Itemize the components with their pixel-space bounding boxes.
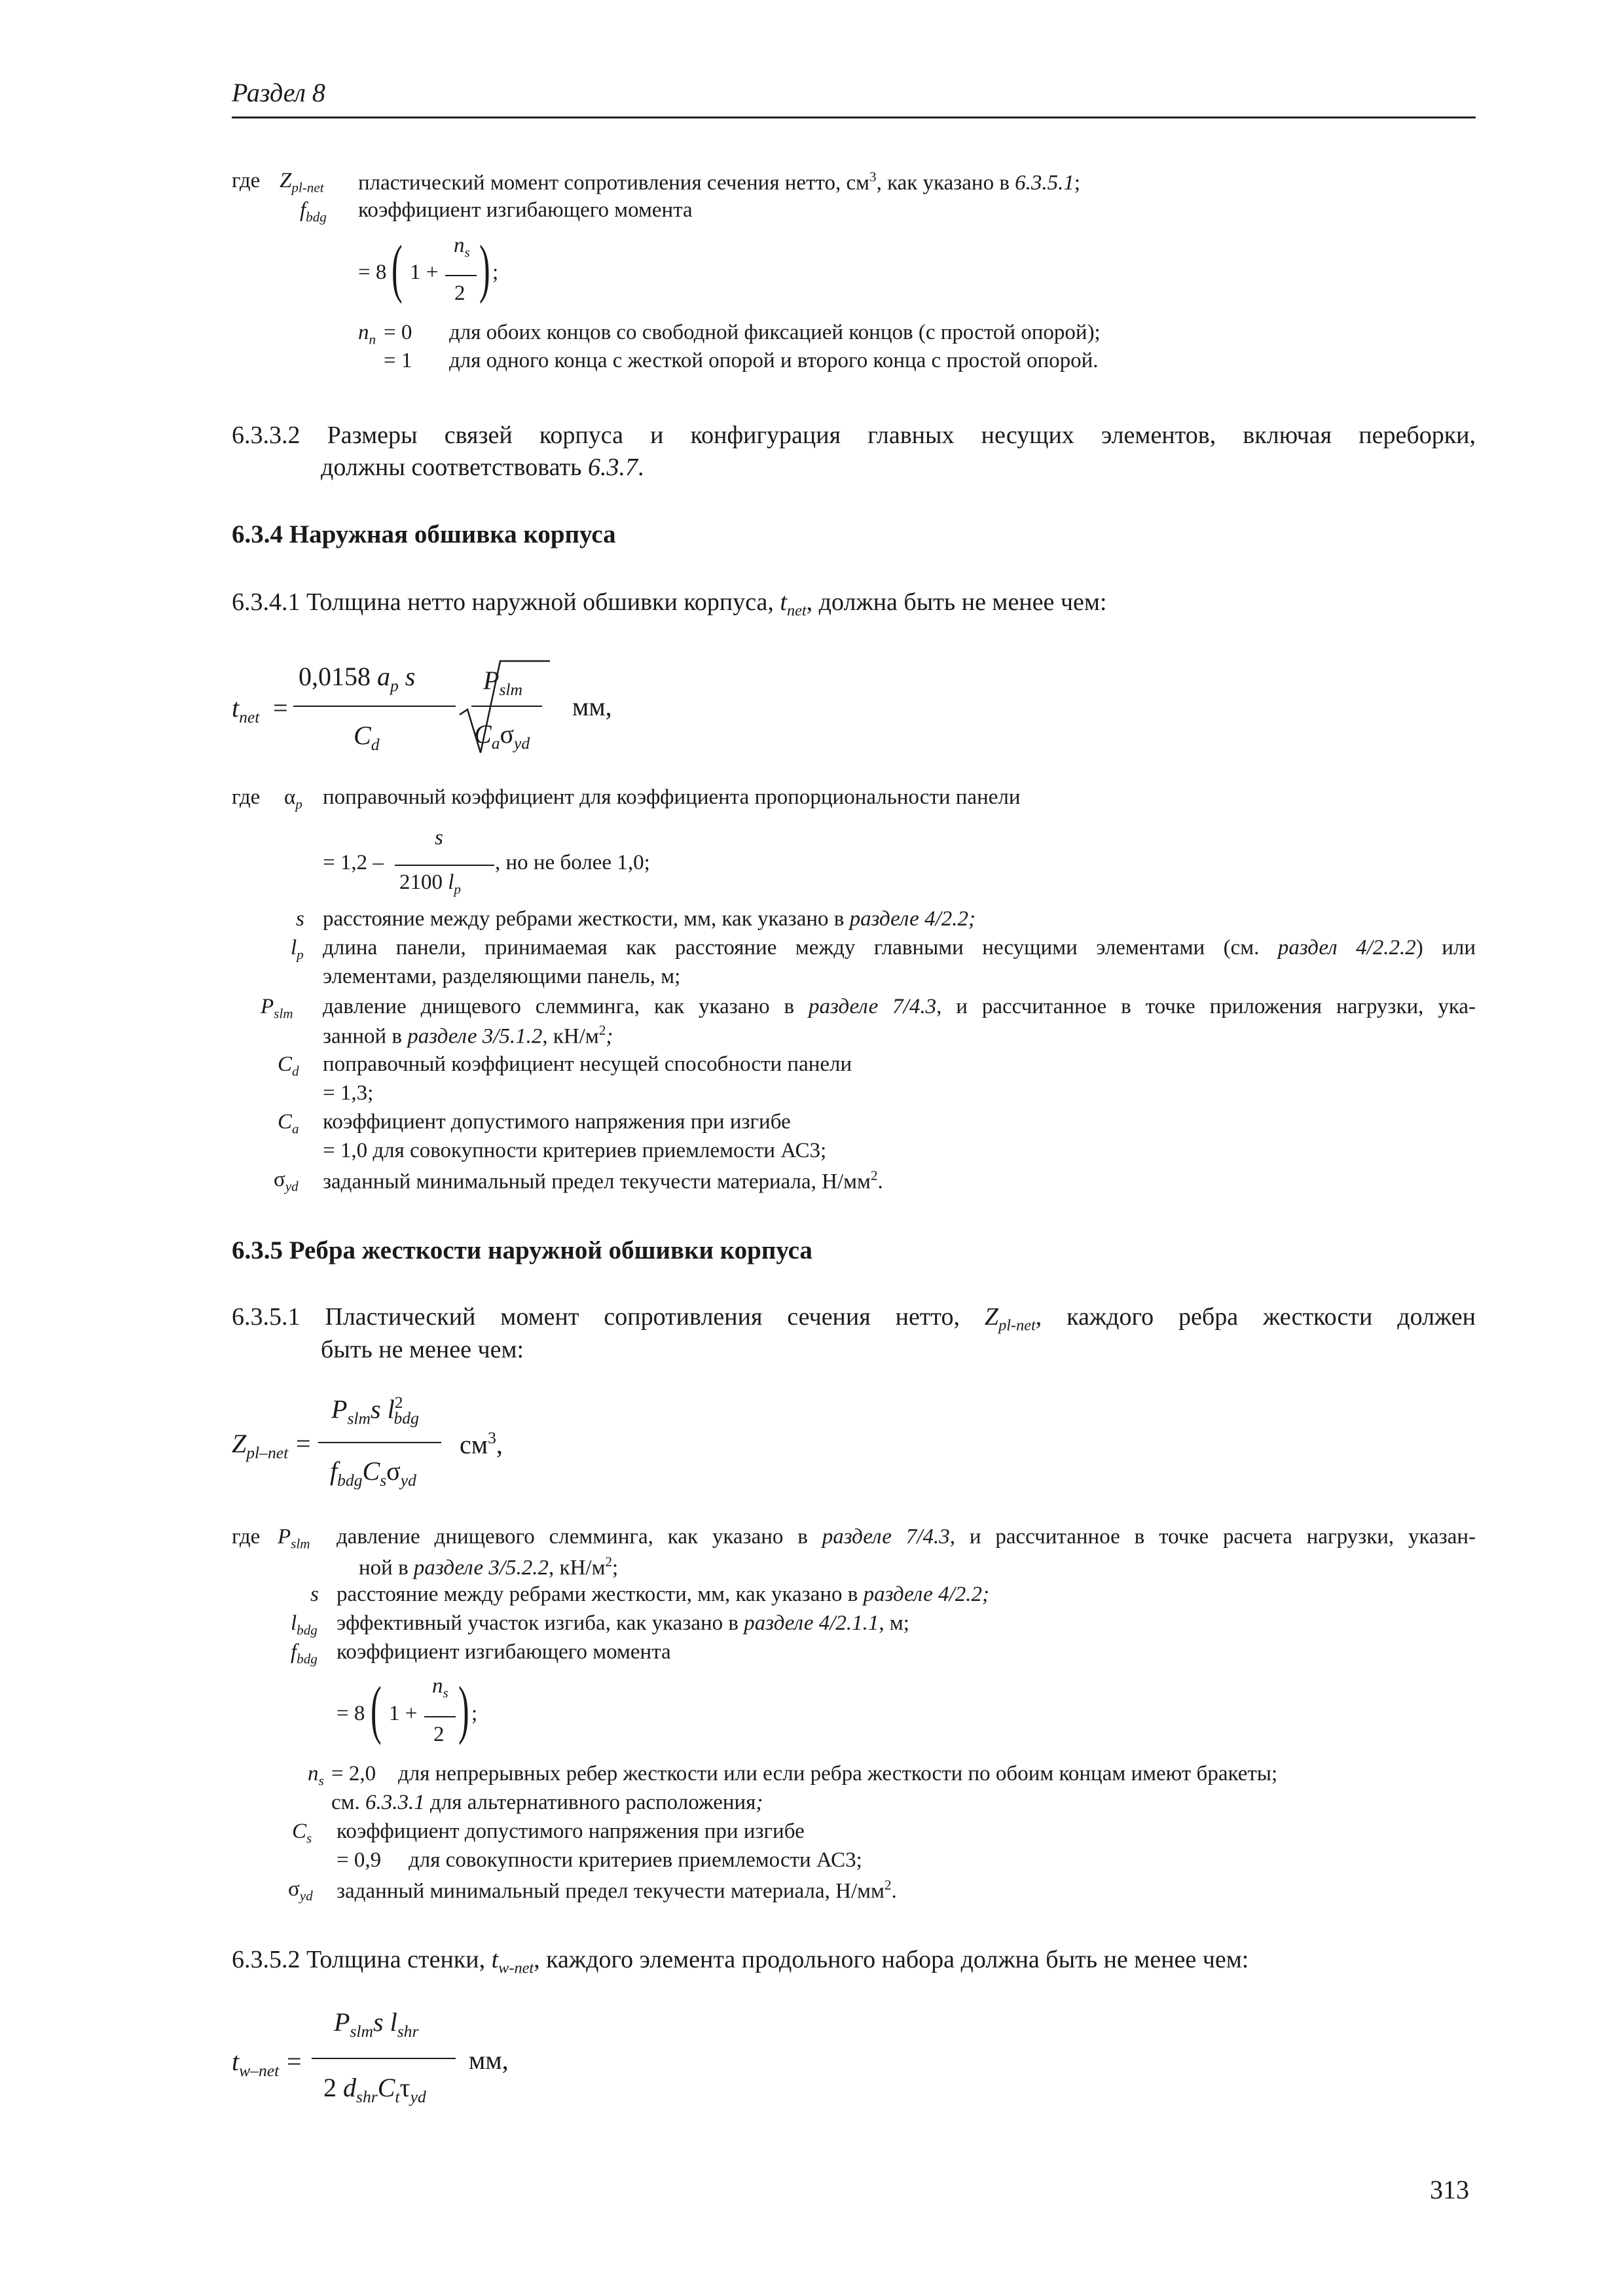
eq-8: = 8 — [358, 260, 387, 284]
ca-value: = 1,0 для совокупности критериев приемлемости АС3; — [323, 1139, 827, 1162]
para-6351-line1: 6.3.5.1 Пластический момент сопротивления сечения нетто, $Z_{pl-net}$, каждого ребра жесткости должен — [232, 1303, 1476, 1335]
cs-description: коэффициент допустимого напряжения при изгибе — [337, 1820, 805, 1843]
fraction-bar-b — [424, 1716, 456, 1717]
z-description: пластический момент сопротивления сечения нетто, $см^3$, как указано в 6.3.5.1; — [358, 169, 1081, 195]
p-symbol: $P_{slm}$ — [261, 995, 293, 1022]
para-6351-line2: быть не менее чем: — [321, 1336, 524, 1363]
z-symbol: $Z_{pl-net}$ — [280, 169, 324, 196]
f3-unit: мм, — [469, 2045, 509, 2075]
ns-value-b: = 2,0 — [331, 1762, 376, 1785]
eq-8-b: = 8 — [337, 1702, 365, 1725]
p-description-3: давление днищевого слемминга, как указано в разделе 7/4.3, и рассчитанное в точке расчета нагрузки, указан- — [337, 1525, 1476, 1549]
fbdg-description-3: коэффициент изгибающего момента — [337, 1640, 671, 1664]
ns-symbol-b: $n_s$ — [308, 1762, 324, 1789]
para-6341: 6.3.4.1 Толщина нетто наружной обшивки корпуса, $t_{net}$, должна быть не менее чем: — [232, 588, 1107, 620]
one-plus-b: 1 + — [389, 1702, 418, 1725]
f2-denominator: $f_{bdg}C_s\sigma_{yd}$ — [330, 1456, 416, 1490]
para-6352: 6.3.5.2 Толщина стенки, $t_{w-net}$, каждого элемента продольного набора должна быть не менее чем: — [232, 1946, 1249, 1977]
f2-numerator: $P_{slm}s$ $l^2_{bdg}$ — [331, 1393, 419, 1428]
f3-lhs: $t_{w-net}$ — [232, 2047, 280, 2080]
s-description: расстояние между ребрами жесткости, мм, как указано в разделе 4/2.2; — [323, 907, 976, 931]
para-6332-line1: 6.3.3.2 Размеры связей корпуса и конфигурация главных несущих элементов, включая переборки, — [232, 422, 1476, 449]
f-description: коэффициент изгибающего момента — [358, 198, 693, 222]
p-symbol-3: $P_{slm}$ — [278, 1525, 310, 1552]
cs-symbol: $C_s$ — [292, 1820, 312, 1846]
fbdg-symbol-3: $f_{bdg}$ — [291, 1640, 318, 1667]
lp-description: длина панели, принимаемая как расстояние между главными несущими элементами (см. раздел 4/2.2.2) или — [323, 936, 1476, 960]
p-description-3-line2: ной в разделе 3/5.2.2, $кН/м^2$; — [359, 1554, 619, 1580]
f2-fraction-bar — [318, 1442, 441, 1443]
denominator-2-b: 2 — [433, 1723, 445, 1746]
p-description-2: занной в разделе 3/5.1.2, $кН/м^2$; — [323, 1022, 613, 1049]
f1-radicand-num: $P_{slm}$ — [483, 666, 522, 699]
alpha-symbol: $\alpha_p$ — [284, 785, 302, 812]
p-description: давление днищевого слемминга, как указано в разделе 7/4.3, и рассчитанное в точке приложения нагрузки, ука- — [323, 995, 1476, 1018]
alpha-denominator: 2100 $l_p$ — [399, 870, 461, 897]
f1-numerator: 0,0158 $a_p$ s — [299, 662, 416, 695]
sigma-description: заданный минимальный предел текучести материала, $Н/мм^2$. — [323, 1168, 883, 1194]
f1-eq: = — [273, 693, 288, 723]
heading-634: 6.3.4 Наружная обшивка корпуса — [232, 520, 616, 548]
where-label-2: где — [232, 785, 261, 809]
sigma-symbol-3: $\sigma_{yd}$ — [288, 1877, 313, 1904]
lp-description-2: элементами, разделяющими панель, м; — [323, 965, 681, 988]
semicolon-b: ; — [471, 1702, 478, 1725]
eq-1-2: = 1,2 – — [323, 851, 384, 874]
heading-635: 6.3.5 Ребра жесткости наружной обшивки корпуса — [232, 1236, 812, 1265]
sigma-symbol: $\sigma_{yd}$ — [274, 1168, 299, 1194]
f1-denominator: $C_d$ — [354, 721, 380, 754]
f2-eq: = — [296, 1429, 311, 1458]
sigma-description-3: заданный минимальный предел текучести материала, $Н/мм^2$. — [337, 1877, 897, 1903]
page-number: 313 — [1430, 2175, 1469, 2204]
where-label: где — [232, 169, 261, 192]
f2-lhs: $Z_{pl-net}$ — [232, 1429, 289, 1462]
where-label-3: где — [232, 1525, 261, 1549]
header-rule — [232, 117, 1476, 118]
ns-description-b-line2: см. 6.3.3.1 для альтернативного расположения; — [331, 1791, 763, 1814]
alpha-description: поправочный коэффициент для коэффициента пропорциональности панели — [323, 785, 1021, 809]
lbdg-symbol: $l_{bdg}$ — [291, 1611, 318, 1638]
ca-symbol: $C_a$ — [278, 1110, 299, 1137]
cd-description: поправочный коэффициент несущей способности панели — [323, 1052, 852, 1076]
ns-description-b: для непрерывных ребер жесткости или если ребра жесткости по обоим концам имеют бракеты; — [398, 1762, 1278, 1785]
max-note: , но не более 1,0; — [495, 851, 650, 874]
f3-numerator: $P_{slm}s$ $l_{shr}$ — [334, 2007, 419, 2041]
paren-left-b: ( — [371, 1673, 382, 1746]
semicolon: ; — [492, 260, 499, 284]
ns-zero: = 0 — [384, 321, 412, 344]
paren-right-b: ) — [458, 1673, 469, 1746]
lp-symbol: $l_p$ — [291, 936, 304, 963]
alpha-fraction-bar — [395, 865, 494, 866]
cd-symbol: $C_d$ — [278, 1052, 299, 1079]
cs-value: = 0,9 — [337, 1848, 382, 1872]
ns-numerator-b: $n_s$ — [432, 1674, 448, 1701]
s-symbol: s — [296, 907, 304, 931]
paren-left: ( — [392, 232, 403, 304]
f1-radicand-den: $C_a\sigma_{yd}$ — [474, 719, 530, 753]
denominator-2: 2 — [454, 281, 465, 305]
f3-denominator: 2 $d_{shr}C_t\tau_{yd}$ — [323, 2073, 426, 2106]
paren-right: ) — [479, 232, 490, 304]
ns-one: = 1 — [384, 349, 412, 372]
f1-fraction-bar — [293, 706, 456, 707]
ns-zero-desc: для обоих концов со свободной фиксацией концов (с простой опорой); — [449, 321, 1101, 344]
f3-eq: = — [287, 2047, 302, 2076]
s-numerator: s — [435, 826, 443, 850]
f-symbol: $f_{bdg}$ — [300, 198, 327, 225]
f1-lhs: $t_{net}$ — [232, 693, 260, 726]
cd-value: = 1,3; — [323, 1081, 374, 1105]
ns-one-desc: для одного конца с жесткой опорой и второго конца с простой опорой. — [449, 349, 1099, 372]
s-description-3: расстояние между ребрами жесткости, мм, как указано в разделе 4/2.2; — [337, 1583, 989, 1606]
lbdg-description: эффективный участок изгиба, как указано в разделе 4/2.1.1, м; — [337, 1611, 909, 1635]
ns-numerator: $n_s$ — [454, 234, 470, 260]
f3-fraction-bar — [312, 2058, 456, 2059]
f1-unit: мм, — [572, 692, 612, 721]
one-plus: 1 + — [410, 260, 439, 284]
f1-radicand-bar — [471, 706, 542, 707]
s-symbol-3: s — [310, 1583, 319, 1606]
f2-unit: $см^3$, — [460, 1428, 503, 1460]
cs-value-desc: для совокупности критериев приемлемости АС3; — [409, 1848, 862, 1872]
section-header: Раздел 8 — [232, 78, 325, 107]
para-6332-line2: должны соответствовать 6.3.7. — [321, 454, 644, 481]
ns-symbol: $n_n$ — [358, 321, 376, 348]
fraction-bar — [445, 275, 477, 276]
ca-description: коэффициент допустимого напряжения при изгибе — [323, 1110, 791, 1134]
